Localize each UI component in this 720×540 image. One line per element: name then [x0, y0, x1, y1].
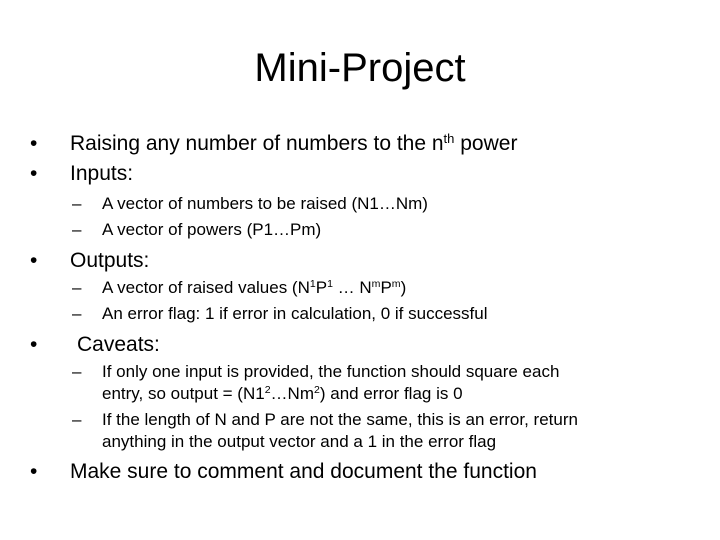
one-input-text-a: entry, so output = (N1 — [102, 384, 265, 403]
bullet-raising-text — [70, 131, 517, 157]
bullet-comment-text: Make sure to comment and document the function — [70, 460, 537, 483]
dash-marker: – — [72, 194, 82, 213]
bullet-marker: • — [30, 162, 38, 185]
one-input-sup-1: 2 — [264, 384, 271, 397]
caveats-item-length-line2: anything in the output vector and a 1 in the error flag — [102, 432, 497, 451]
values-text-c: … N — [332, 278, 372, 297]
bullet-inputs-text: Inputs: — [70, 162, 134, 185]
one-input-text-b: …Nm — [270, 384, 314, 403]
values-text-a: A vector of raised values (N — [102, 278, 310, 297]
caveats-item-one-input-line1: If only one input is provided, the function should square each — [102, 362, 560, 381]
one-input-text-c: ) and error flag is 0 — [319, 384, 463, 403]
dash-marker: – — [72, 304, 82, 323]
bullet-marker: • — [30, 460, 38, 483]
dash-marker: – — [72, 410, 82, 429]
bullet-marker: • — [30, 333, 38, 356]
bullet-outputs-text: Outputs: — [70, 249, 150, 272]
dash-marker: – — [72, 362, 82, 381]
bullet-marker: • — [30, 249, 38, 272]
caveats-item-length-line1: If the length of N and P are not the same, this is an error, return — [102, 410, 578, 429]
dash-marker: – — [72, 220, 82, 239]
values-text-e: ) — [400, 278, 407, 297]
bullet-raising-text-end: power — [454, 132, 518, 155]
values-text-b: P — [315, 278, 328, 297]
outputs-item-error-flag-text: An error flag: 1 if error in calculation, 0 if successful — [102, 304, 488, 323]
dash-marker: – — [72, 278, 82, 297]
values-text-d: P — [380, 278, 392, 297]
bullet-raising-text-main: Raising any number of numbers to the n — [70, 132, 444, 155]
values-sup-3: m — [371, 278, 381, 291]
values-sup-2: 1 — [327, 278, 333, 291]
outputs-item-values-text — [102, 277, 406, 299]
one-input-sup-2: 2 — [314, 384, 320, 397]
bullet-marker: • — [30, 132, 38, 155]
bullet-caveats-text: Caveats: — [77, 333, 160, 356]
values-sup-1: 1 — [309, 278, 316, 291]
inputs-item-numbers-text: A vector of numbers to be raised (N1…Nm) — [102, 194, 428, 213]
caveats-item-one-input-line2 — [102, 383, 463, 405]
slide-title: Mini-Project — [254, 46, 466, 90]
values-sup-4: m — [391, 278, 401, 291]
inputs-item-powers-text: A vector of powers (P1…Pm) — [102, 220, 322, 239]
superscript-th: th — [443, 130, 455, 146]
